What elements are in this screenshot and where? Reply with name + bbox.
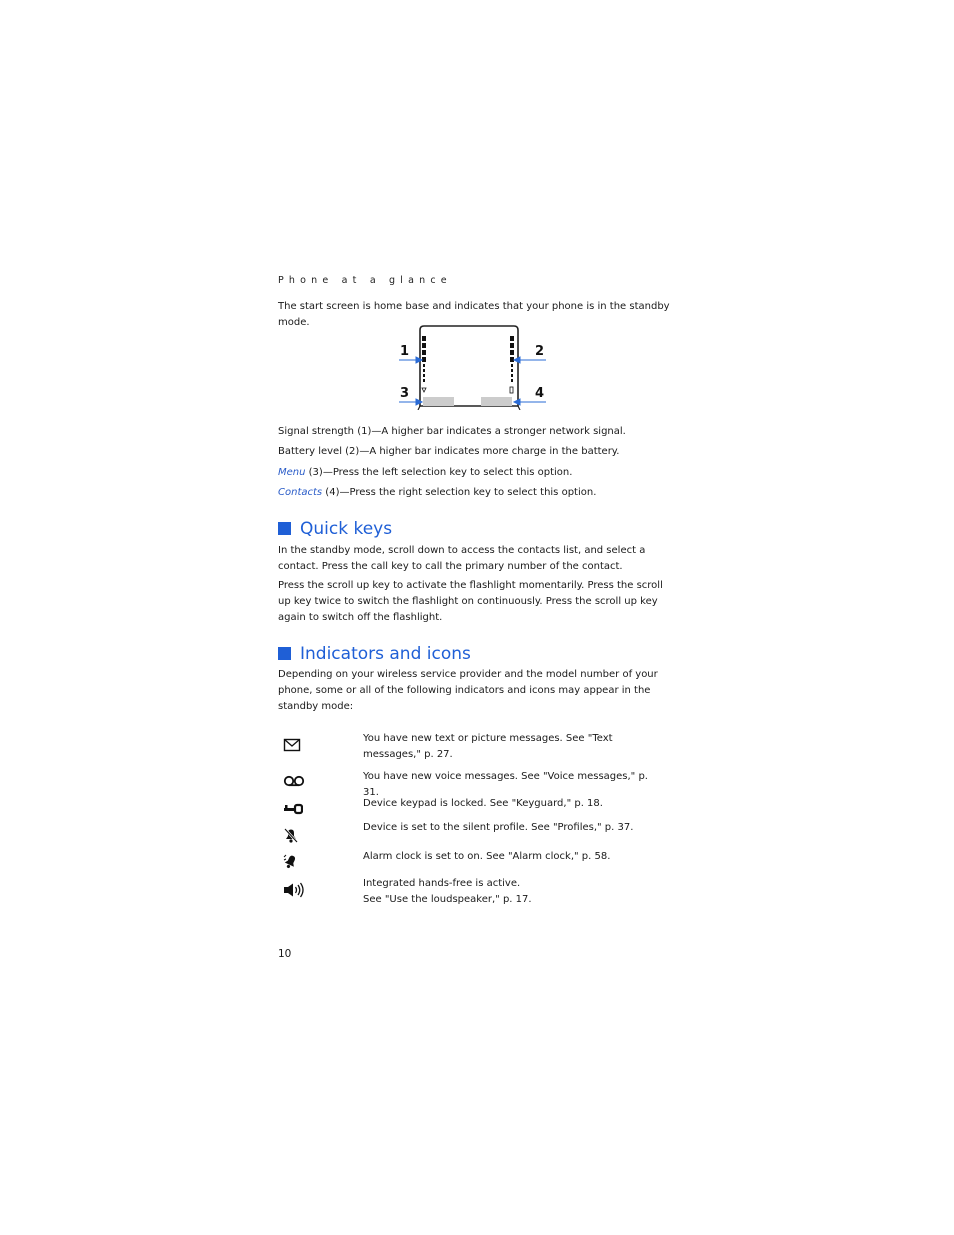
screen-frame [420, 326, 518, 406]
battery-level-legend: Battery level (2)—A higher bar indicates more charge in the battery. [278, 446, 620, 457]
standby-screen-figure [395, 322, 555, 410]
key-icon [283, 803, 303, 815]
silent-bell-icon [283, 827, 299, 844]
quick-keys-paragraph-1: In the standby mode, scroll down to access the contacts list, and select a contact. Press the call key to call the primary number of the contact. [278, 545, 646, 572]
running-header: Phone at a glance [278, 275, 452, 286]
contacts-legend-text: (4)—Press the right selection key to select this option. [322, 487, 597, 498]
envelope-icon [283, 737, 301, 753]
quick-keys-paragraph-2: Press the scroll up key to activate the flashlight momentarily. Press the scroll up key twice to switch the flashlight on continuously. Press the scroll up key again to switch off the flashlight. [278, 580, 663, 623]
quick-keys-heading [278, 518, 392, 540]
signal-strength-bars [422, 336, 426, 382]
menu-keyword: Menu [278, 467, 306, 478]
standby-screen-diagram [395, 322, 555, 410]
callout-2: 2 [535, 344, 545, 359]
callout-3: 3 [400, 386, 410, 401]
indicators-heading [278, 643, 471, 665]
loudspeaker-text-line-1: Integrated hands-free is active. [363, 878, 521, 889]
menu-legend-text: (3)—Press the left selection key to select this option. [305, 467, 573, 478]
indicator-alarm-clock: Alarm clock is set to on. See "Alarm clock," p. 58. [363, 851, 611, 862]
loudspeaker-text-line-2: See "Use the loudspeaker," p. 17. [363, 894, 532, 905]
callout-1: 1 [400, 344, 410, 359]
right-softkey-label [481, 397, 512, 406]
callout-4: 4 [535, 386, 545, 401]
battery-level-bars [510, 336, 514, 382]
indicator-voice-messages: You have new voice messages. See "Voice messages," p. 31. [363, 771, 648, 798]
alarm-bell-icon [283, 853, 299, 870]
indicators-intro: Depending on your wireless service provider and the model number of your phone, some or all of the following indicators and icons may appear in the standby mode: [278, 669, 658, 712]
left-softkey-label [423, 397, 454, 406]
antenna-icon [422, 388, 426, 392]
quick-keys-title: Quick keys [300, 519, 393, 539]
indicator-silent-profile: Device is set to the silent profile. See "Profiles," p. 37. [363, 822, 634, 833]
battery-icon [510, 387, 513, 393]
voicemail-icon [283, 774, 305, 788]
heading-square-icon [278, 647, 291, 660]
loudspeaker-icon [283, 882, 305, 898]
contacts-legend [278, 485, 678, 501]
indicator-text-messages: You have new text or picture messages. See "Text messages," p. 27. [363, 733, 613, 760]
menu-legend [278, 465, 678, 481]
intro-paragraph: The start screen is home base and indicates that your phone is in the standby mode. [278, 301, 670, 328]
heading-square-icon [278, 522, 291, 535]
signal-strength-legend: Signal strength (1)—A higher bar indicates a stronger network signal. [278, 426, 626, 437]
contacts-keyword: Contacts [278, 487, 323, 498]
page-number: 10 [278, 948, 292, 960]
indicator-keyguard: Device keypad is locked. See "Keyguard," p. 18. [363, 798, 603, 809]
indicators-title: Indicators and icons [300, 644, 471, 664]
callout-arrows [399, 357, 546, 405]
indicator-loudspeaker [363, 876, 663, 908]
